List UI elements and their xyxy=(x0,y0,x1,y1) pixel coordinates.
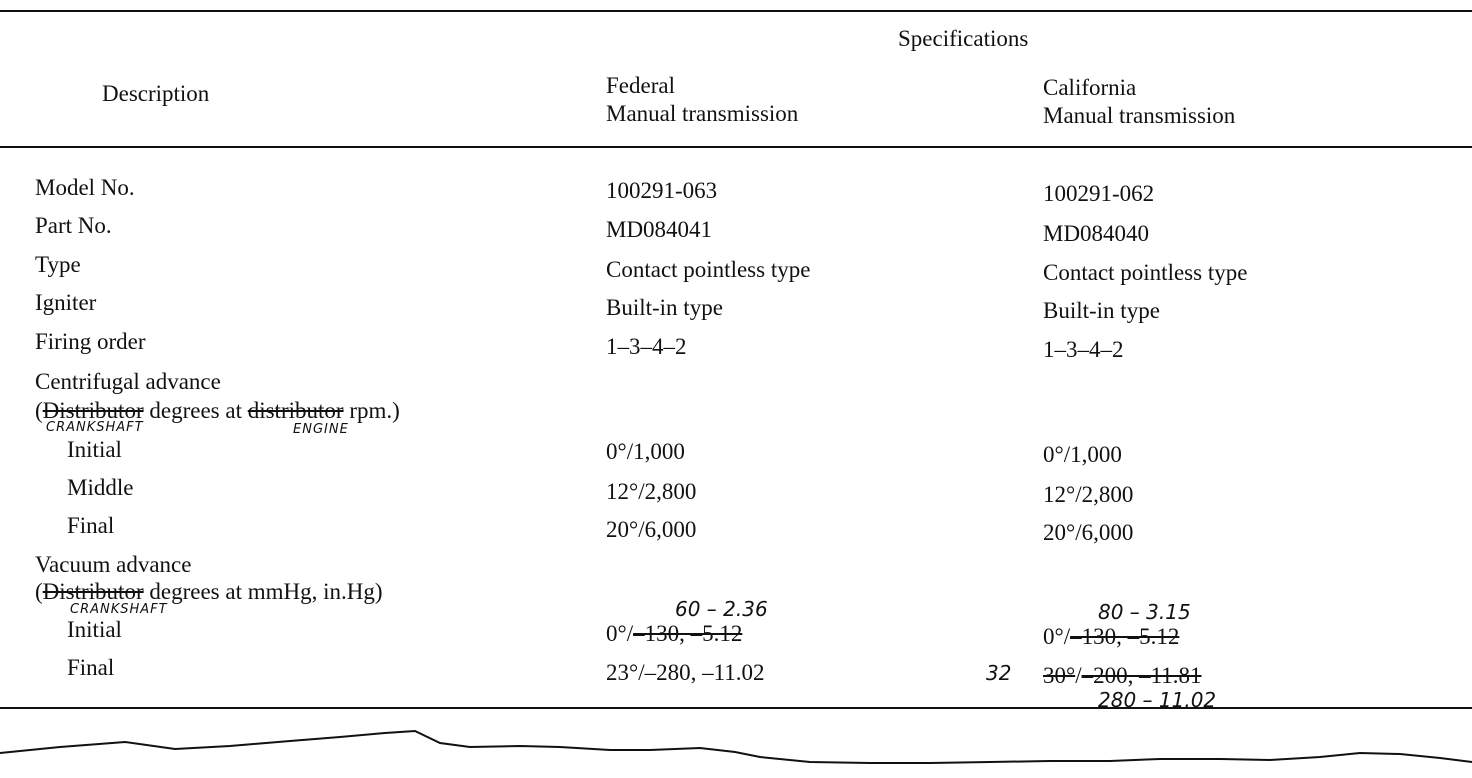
california-vacuum-final-struck-deg: 30° xyxy=(1043,663,1076,688)
california-part-no: MD084040 xyxy=(1043,221,1150,246)
handwritten-engine: ENGINE xyxy=(293,422,349,437)
label-part-no: Part No. xyxy=(35,213,112,238)
california-firing-order: 1–3–4–2 xyxy=(1043,337,1124,362)
handwritten-california-initial: 80 – 3.15 xyxy=(1098,600,1191,624)
label-model-no: Model No. xyxy=(35,175,135,200)
centrifugal-title: Centrifugal advance xyxy=(35,369,221,394)
label-type: Type xyxy=(35,252,81,277)
california-centrifugal-final: 20°/6,000 xyxy=(1043,520,1134,545)
california-igniter: Built-in type xyxy=(1043,298,1160,323)
california-vacuum-initial-prefix: 0°/ xyxy=(1043,624,1071,649)
federal-type: Contact pointless type xyxy=(606,257,811,282)
label-igniter: Igniter xyxy=(35,290,97,315)
top-rule xyxy=(0,10,1472,12)
centrifugal-note-struck1: Distributor xyxy=(42,398,144,423)
label-vacuum-final: Final xyxy=(67,655,115,680)
california-model-no: 100291-062 xyxy=(1043,181,1155,206)
label-centrifugal-initial: Initial xyxy=(67,437,122,462)
california-type: Contact pointless type xyxy=(1043,260,1248,285)
california-vacuum-initial xyxy=(1043,625,1179,648)
label-firing-order: Firing order xyxy=(35,329,146,354)
california-vacuum-final xyxy=(1043,664,1202,687)
california-vacuum-final-struck: –200, –11.81 xyxy=(1081,663,1202,688)
federal-igniter: Built-in type xyxy=(606,295,723,320)
vacuum-note-open: ( xyxy=(35,579,43,604)
federal-part-no: MD084041 xyxy=(606,217,713,242)
federal-model-no: 100291-063 xyxy=(606,178,718,203)
federal-vacuum-final: 23°/–280, –11.02 xyxy=(606,660,765,685)
header-california-line1: California xyxy=(1043,75,1137,100)
header-description: Description xyxy=(102,81,210,106)
handwritten-crankshaft-2: CRANKSHAFT xyxy=(70,602,168,617)
federal-centrifugal-final: 20°/6,000 xyxy=(606,517,697,542)
handwritten-crankshaft-1: CRANKSHAFT xyxy=(46,420,144,435)
california-vacuum-final-sep: / xyxy=(1075,663,1082,688)
federal-vacuum-initial-struck: –130, –5.12 xyxy=(633,621,743,646)
vacuum-note-end: degrees at mmHg, in.Hg) xyxy=(143,579,383,604)
centrifugal-note-end: rpm.) xyxy=(343,398,400,423)
federal-vacuum-initial-prefix: 0°/ xyxy=(606,621,634,646)
handwritten-california-final-below: 280 – 11.02 xyxy=(1098,688,1217,712)
header-federal-line1: Federal xyxy=(606,73,675,98)
centrifugal-note-mid: degrees at xyxy=(143,398,248,423)
label-centrifugal-middle: Middle xyxy=(67,475,134,500)
california-vacuum-initial-struck: –130, –5.12 xyxy=(1070,624,1180,649)
torn-edge-line xyxy=(0,725,1472,778)
centrifugal-note xyxy=(35,399,400,422)
california-centrifugal-initial: 0°/1,000 xyxy=(1043,442,1122,467)
header-rule xyxy=(0,146,1472,148)
centrifugal-note-open: ( xyxy=(35,398,43,423)
federal-firing-order: 1–3–4–2 xyxy=(606,334,687,359)
label-vacuum-initial: Initial xyxy=(67,617,122,642)
vacuum-note-struck: Distributor xyxy=(42,579,144,604)
federal-centrifugal-initial: 0°/1,000 xyxy=(606,439,685,464)
vacuum-note xyxy=(35,580,383,603)
centrifugal-note-struck2: distributor xyxy=(247,398,344,423)
bottom-rule xyxy=(0,707,1472,709)
california-centrifugal-middle: 12°/2,800 xyxy=(1043,482,1134,507)
vacuum-title: Vacuum advance xyxy=(35,552,192,577)
handwritten-federal-initial: 60 – 2.36 xyxy=(675,597,768,621)
label-centrifugal-final: Final xyxy=(67,513,115,538)
header-specifications: Specifications xyxy=(898,26,1029,51)
handwritten-california-final-32: 32 xyxy=(986,661,1012,685)
federal-vacuum-initial xyxy=(606,622,742,645)
federal-centrifugal-middle: 12°/2,800 xyxy=(606,479,697,504)
header-federal-line2: Manual transmission xyxy=(606,101,799,126)
header-california-line2: Manual transmission xyxy=(1043,103,1236,128)
